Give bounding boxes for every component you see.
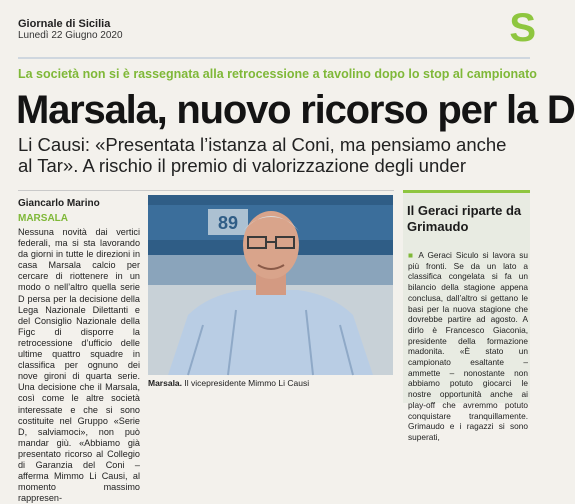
article-location: MARSALA	[18, 213, 68, 224]
sidebar-body-text: A Geraci Siculo si lavora su più fronti. Se da un lato a classifica congelata si fa un bilancio della stagione appena conclusa, dall’altro si gettano le basi per la nuova stagione che dovrebbe partire ad agosto. A dirlo è Francesco Giaconia, presidente della formazione madonita. «È stato un campionato esaltante – ammette – nonostante non abbiamo potuto giocarci le nostre opportunità anche ai play-off che avremmo potuto conquistare tranquillamente. Grimaudo e i ragazzi si sono superati,	[408, 250, 528, 442]
issue-date: Lunedì 22 Giugno 2020	[18, 30, 123, 41]
article-byline: Giancarlo Marino	[18, 198, 100, 209]
masthead	[18, 18, 123, 42]
caption-lead: Marsala.	[148, 378, 183, 388]
subhead-divider	[18, 190, 394, 191]
photo-caption	[148, 378, 393, 388]
article-subhead: Li Causi: «Presentata l’istanza al Coni, ma pensiamo anche al Tar». A rischio il premio di valorizzazione degli under	[18, 134, 507, 176]
caption-text: Il vicepresidente Mimmo Li Causi	[182, 378, 310, 388]
article-kicker: La società non si è rassegnata alla retrocessione a tavolino dopo lo stop al campionato	[18, 67, 537, 81]
banner-number: 89	[218, 213, 239, 233]
article-headline: Marsala, nuovo ricorso per la D	[16, 88, 575, 132]
article-photo	[148, 195, 393, 375]
top-divider	[18, 57, 530, 59]
section-letter: S	[509, 6, 536, 50]
square-bullet-icon: ■	[408, 250, 415, 260]
newspaper-name: Giornale di Sicilia	[18, 18, 111, 30]
sidebar-title: Il Geraci riparte da Grimaudo	[407, 203, 522, 234]
photo-illustration	[148, 195, 393, 375]
article-body: Nessuna novità dai vertici federali, ma si sta lavorando da giorni in tutte le direzioni in casa Marsala calcio per cercare di riottenere in un modo o nell’altro quella serie D persa per la decisione della Lega Nazionale Dilettanti e del Consiglio Nazionale della Figc di disporre la retrocessione d’ufficio delle ultime quattro squadre in classifica per ognuno dei nove gironi di quarta serie. Una decisione che il Marsala, così come le altre società interessate e che si sono costituite nel Gruppo «Serie D, salviamoci», non può mandar giù. «Abbiamo già presentato ricorso al Collegio di Garanzia del Coni – afferma Mimmo Li Causi, al momento massimo rappresen-	[18, 227, 140, 504]
sidebar-box	[403, 190, 530, 442]
sidebar-body	[408, 250, 528, 443]
